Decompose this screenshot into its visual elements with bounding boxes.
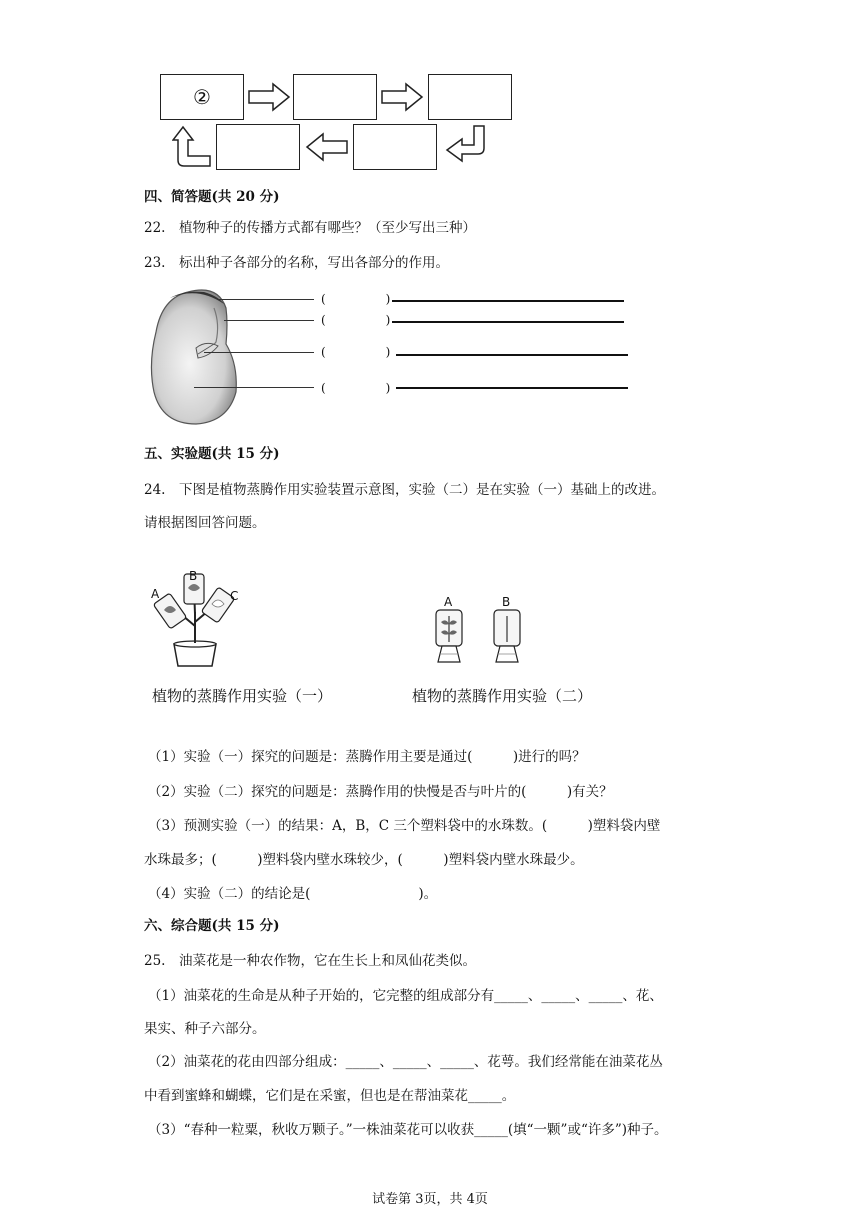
fig1-caption: 植物的蒸腾作用实验（一） xyxy=(152,687,333,705)
question-23: 23. 标出种子各部分的名称，写出各部分的作用。 xyxy=(144,255,449,271)
q25-sub1-line2: 果实、种子六部分。 xyxy=(144,1021,266,1037)
fig1-label-c: C xyxy=(230,589,239,603)
flow-box-6 xyxy=(216,124,300,170)
flow-box-3 xyxy=(428,74,512,120)
q25-sub2-line2: 中看到蜜蜂和蝴蝶，它们是在采蜜，但也是在帮油菜花_____。 xyxy=(144,1088,516,1104)
q24-sub2: （2）实验（二）探究的问题是：蒸腾作用的快慢是否与叶片的( )有关？ xyxy=(148,784,613,800)
seed-label-4: ( ) xyxy=(321,381,391,395)
seed-diagram xyxy=(148,284,248,426)
pointer-line-2 xyxy=(224,320,314,321)
fig1-label-b: B xyxy=(189,569,198,583)
section4-heading: 四、简答题(共 20 分) xyxy=(144,189,280,205)
section5-heading: 五、实验题(共 15 分) xyxy=(144,446,280,462)
flow-box-5 xyxy=(353,124,437,170)
pointer-line-4 xyxy=(194,387,314,388)
seed-label-3: ( ) xyxy=(321,345,391,359)
q24-sub3-line2: 水珠最多；( )塑料袋内壁水珠较少，( )塑料袋内壁水珠最少。 xyxy=(144,852,584,868)
q25-sub1-line1: （1）油菜花的生命是从种子开始的，它完整的组成部分有_____、_____、_____、花、 xyxy=(148,988,663,1004)
answer-line-3 xyxy=(396,354,628,356)
seed-label-2: ( ) xyxy=(321,313,391,327)
seed-label-1: ( ) xyxy=(321,292,391,306)
q25-sub3: （3）“春种一粒粟，秋收万颗子。”一株油菜花可以收获_____(填“一颗”或“许多”)种子。 xyxy=(148,1122,668,1138)
question-24-line2: 请根据图回答问题。 xyxy=(144,515,266,531)
q24-sub1: （1）实验（一）探究的问题是：蒸腾作用主要是通过( )进行的吗？ xyxy=(148,749,586,765)
fig2-label-a: A xyxy=(444,595,453,609)
arrow-right-icon xyxy=(247,82,291,112)
experiment-1-figure xyxy=(146,566,250,672)
answer-line-4 xyxy=(396,387,628,389)
arrow-turn-left-icon xyxy=(444,124,490,164)
page-footer: 试卷第 3页，共 4页 xyxy=(372,1192,488,1207)
answer-line-2 xyxy=(392,321,624,323)
fig1-label-a: A xyxy=(151,587,160,601)
question-24-line1: 24. 下图是植物蒸腾作用实验装置示意图，实验（二）是在实验（一）基础上的改进。 xyxy=(144,482,665,498)
arrow-turn-up-icon xyxy=(172,124,212,168)
fig2-label-b: B xyxy=(502,595,511,609)
flow-box-2 xyxy=(293,74,377,120)
answer-line-1 xyxy=(392,300,624,302)
fig2-caption: 植物的蒸腾作用实验（二） xyxy=(412,687,593,705)
flow-start-label: ② xyxy=(193,85,211,109)
flow-box-1 xyxy=(160,74,244,120)
question-25: 25. 油菜花是一种农作物，它在生长上和凤仙花类似。 xyxy=(144,953,476,969)
pointer-line-3 xyxy=(204,352,314,353)
arrow-right-icon xyxy=(380,82,424,112)
q25-sub2-line1: （2）油菜花的花由四部分组成：_____、_____、_____、花萼。我们经常能在油菜花丛 xyxy=(148,1054,663,1070)
q24-sub4: （4）实验（二）的结论是( )。 xyxy=(148,886,438,902)
experiment-2-figure xyxy=(432,606,528,670)
pointer-line-1 xyxy=(218,299,314,300)
question-22: 22. 植物种子的传播方式都有哪些？（至少写出三种） xyxy=(144,220,476,236)
section6-heading: 六、综合题(共 15 分) xyxy=(144,918,280,934)
arrow-left-icon xyxy=(305,132,349,162)
q24-sub3-line1: （3）预测实验（一）的结果：A，B，C 三个塑料袋中的水珠数。( )塑料袋内壁 xyxy=(148,818,661,834)
